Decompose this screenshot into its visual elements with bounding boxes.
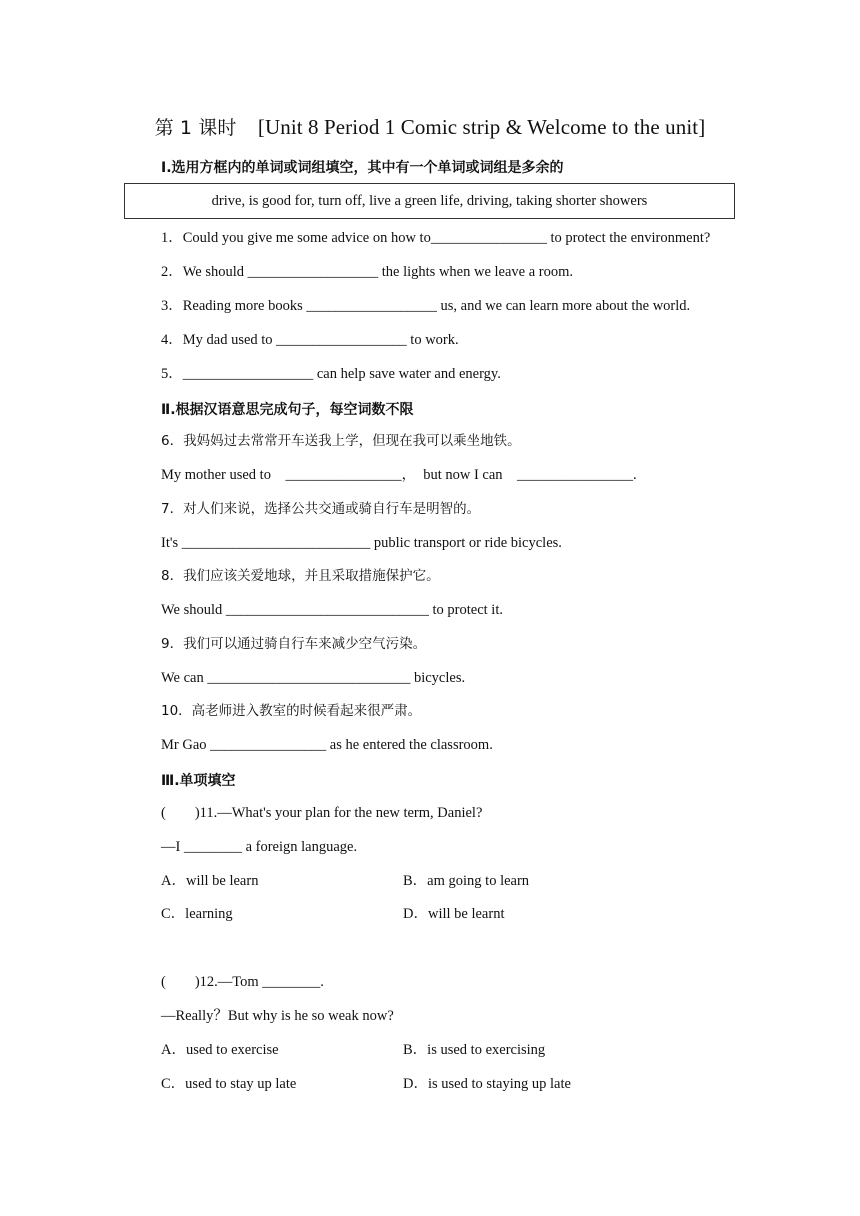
word-box: drive, is good for, turn off, live a green life, driving, taking shorter showers	[124, 183, 735, 219]
section-3-heading: Ⅲ.单项填空	[161, 773, 236, 789]
question-6-en: My mother used to ________________， but now I can ________________.	[161, 467, 637, 483]
question-11-option-d: D．will be learnt	[403, 906, 505, 922]
section-1-heading: Ⅰ.选用方框内的单词或词组填空，其中有一个单词或词组是多余的	[161, 160, 564, 176]
question-3: 3．Reading more books __________________ us, and we can learn more about the world.	[161, 298, 691, 314]
question-11-option-a: A．will be learn	[161, 873, 259, 889]
question-1: 1．Could you give me some advice on how to________________ to protect the environment?	[161, 230, 711, 246]
question-8-cn: 8．我们应该关爱地球，并且采取措施保护它。	[161, 568, 440, 584]
section-2-heading: Ⅱ.根据汉语意思完成句子，每空词数不限	[161, 402, 414, 418]
question-12-option-a: A．used to exercise	[161, 1042, 279, 1058]
question-11-reply: —I ________ a foreign language.	[161, 839, 358, 855]
title-lesson-cn: 第 1 课时	[154, 117, 237, 139]
question-12-reply: —Really？But why is he so weak now?	[161, 1008, 394, 1024]
question-5: 5．__________________ can help save water and energy.	[161, 366, 501, 382]
question-10-en: Mr Gao ________________ as he entered the classroom.	[161, 737, 493, 753]
question-12-option-b: B．is used to exercising	[403, 1042, 546, 1058]
question-2: 2．We should __________________ the lights when we leave a room.	[161, 264, 574, 280]
question-9-cn: 9．我们可以通过骑自行车来减少空气污染。	[161, 636, 427, 652]
question-4: 4．My dad used to __________________ to work.	[161, 332, 459, 348]
question-12-option-c: C．used to stay up late	[161, 1076, 297, 1092]
question-7-en: It's __________________________ public transport or ride bicycles.	[161, 535, 562, 551]
question-9-en: We can ____________________________ bicycles.	[161, 670, 466, 686]
question-11-stem: ( )11.—What's your plan for the new term, Daniel?	[161, 805, 483, 821]
question-11-option-b: B．am going to learn	[403, 873, 530, 889]
question-12-option-d: D．is used to staying up late	[403, 1076, 571, 1092]
question-6-cn: 6．我妈妈过去常常开车送我上学，但现在我可以乘坐地铁。	[161, 433, 521, 449]
title-unit-en: [Unit 8 Period 1 Comic strip & Welcome to the unit]	[257, 115, 706, 139]
question-8-en: We should ____________________________ to protect it.	[161, 602, 503, 618]
question-11-option-c: C．learning	[161, 906, 233, 922]
question-12-stem: ( )12.—Tom ________.	[161, 974, 324, 990]
question-10-cn: 10．高老师进入教室的时候看起来很严肃。	[161, 703, 422, 719]
question-7-cn: 7．对人们来说，选择公共交通或骑自行车是明智的。	[161, 501, 481, 517]
page-title	[0, 113, 860, 140]
